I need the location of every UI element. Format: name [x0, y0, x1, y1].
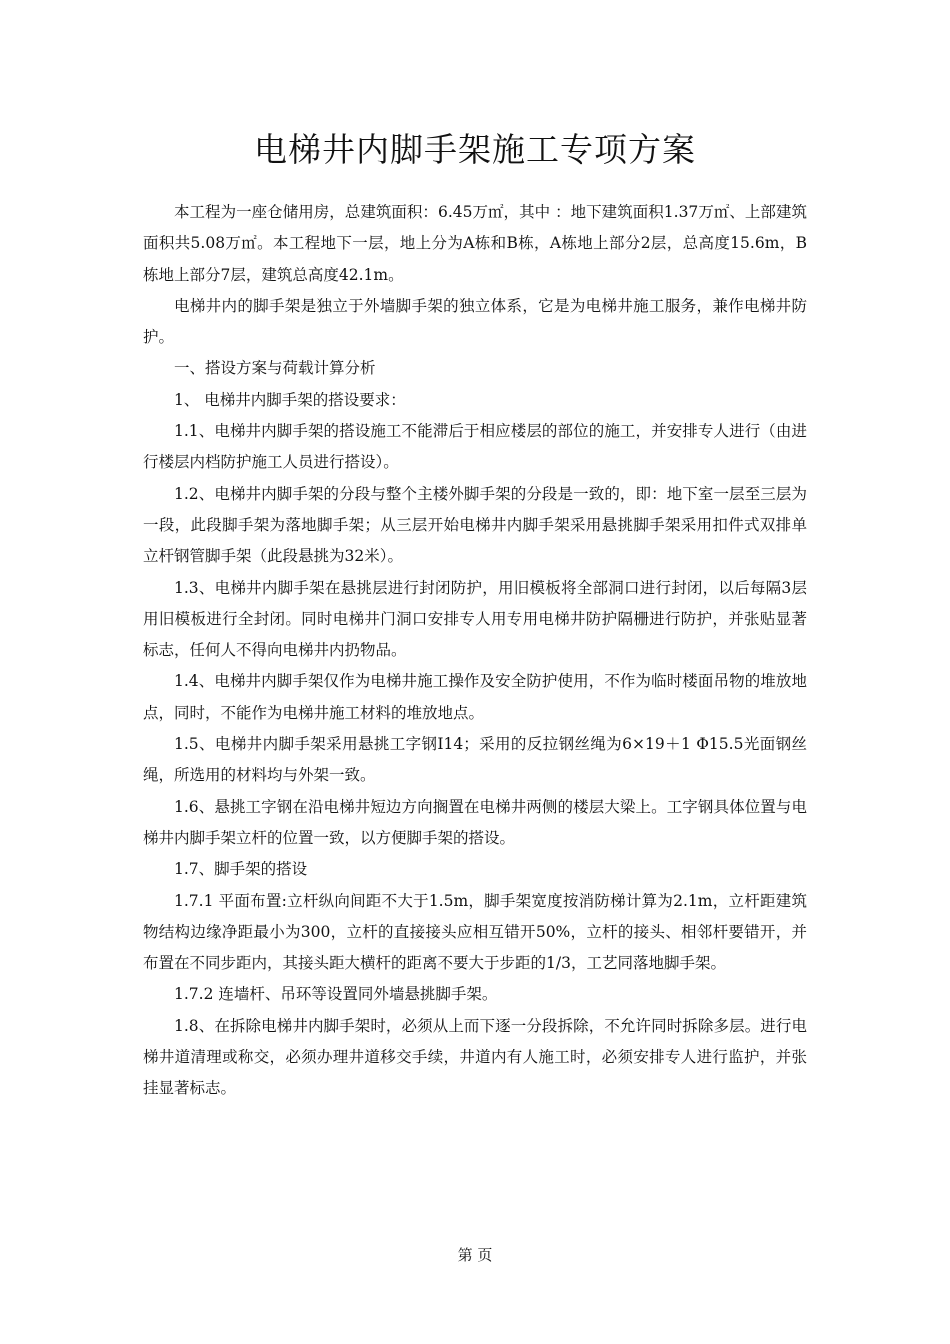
paragraph-1-3: 1.3、电梯井内脚手架在悬挑层进行封闭防护，用旧模板将全部洞口进行封闭，以后每隔3层用旧模板进行全封闭。同时电梯井门洞口安排专人用专用电梯井防护隔栅进行防护，并张贴显著标志，任何人不得向电梯井内扔物品。 [143, 578, 807, 660]
paragraph-1-7-1: 1.7.1 平面布置:立杆纵向间距不大于1.5m，脚手架宽度按消防梯计算为2.1m，立杆距建筑物结构边缘净距最小为300，立杆的直接接头应相互错开50%，立杆的接头、相邻杆要错开，并布置在不同步距内，其接头距大横杆的距离不要大于步距的1/3，工艺同落地脚手架。 [143, 891, 807, 973]
paragraph-1-2: 1.2、电梯井内脚手架的分段与整个主楼外脚手架的分段是一致的，即：地下室一层至三层为一段，此段脚手架为落地脚手架；从三层开始电梯井内脚手架采用悬挑脚手架采用扣件式双排单立杆钢管脚手架（此段悬挑为32米）。 [143, 484, 807, 566]
paragraph-1-5: 1.5、电梯井内脚手架采用悬挑工字钢I14；采用的反拉钢丝绳为6×19＋1 Φ15.5光面钢丝绳，所选用的材料均与外架一致。 [143, 735, 807, 785]
paragraph-project-overview: 本工程为一座仓储用房，总建筑面积：6.45万㎡，其中 ：地下建筑面积1.37万㎡、上部建筑面积共5.08万㎡。本工程地下一层，地上分为A栋和B栋，A栋地上部分2层，总高度15.6m，B栋地上部分7层，建筑总高度42.1m。 [143, 203, 807, 284]
page-footer: 第 页 [457, 1246, 493, 1264]
paragraph-1-8: 1.8、在拆除电梯井内脚手架时，必须从上而下逐一分段拆除，不允许同时拆除多层。进行电梯井道清理或称交，必须办理井道移交手续，井道内有人施工时，必须安排专人进行监护，并张挂显著标志。 [143, 1016, 807, 1098]
document-body [143, 197, 807, 1105]
paragraph-1-7: 1.7、脚手架的搭设 [174, 860, 308, 879]
paragraph-1-1: 1.1、电梯井内脚手架的搭设施工不能滞后于相应楼层的部位的施工，并安排专人进行（由进行楼层内档防护施工人员进行搭设）。 [143, 422, 807, 472]
paragraph-1-4: 1.4、电梯井内脚手架仅作为电梯井施工操作及安全防护使用，不作为临时楼面吊物的堆放地点，同时，不能作为电梯井施工材料的堆放地点。 [143, 672, 807, 722]
paragraph-1-7-2: 1.7.2 连墙杆、吊环等设置同外墙悬挑脚手架。 [174, 985, 498, 1004]
paragraph-scaffold-system: 电梯井内的脚手架是独立于外墙脚手架的独立体系，它是为电梯井施工服务，兼作电梯井防护。 [143, 296, 807, 347]
paragraph-1-6: 1.6、悬挑工字钢在沿电梯井短边方向搁置在电梯井两侧的楼层大梁上。工字钢具体位置与电梯井内脚手架立杆的位置一致，以方便脚手架的搭设。 [143, 797, 807, 847]
section-heading-erection-plan: 一、搭设方案与荷载计算分析 [174, 359, 376, 378]
subsection-heading-requirements: 1、 电梯井内脚手架的搭设要求： [174, 390, 406, 409]
document-title: 电梯井内脚手架施工专项方案 [254, 130, 696, 169]
